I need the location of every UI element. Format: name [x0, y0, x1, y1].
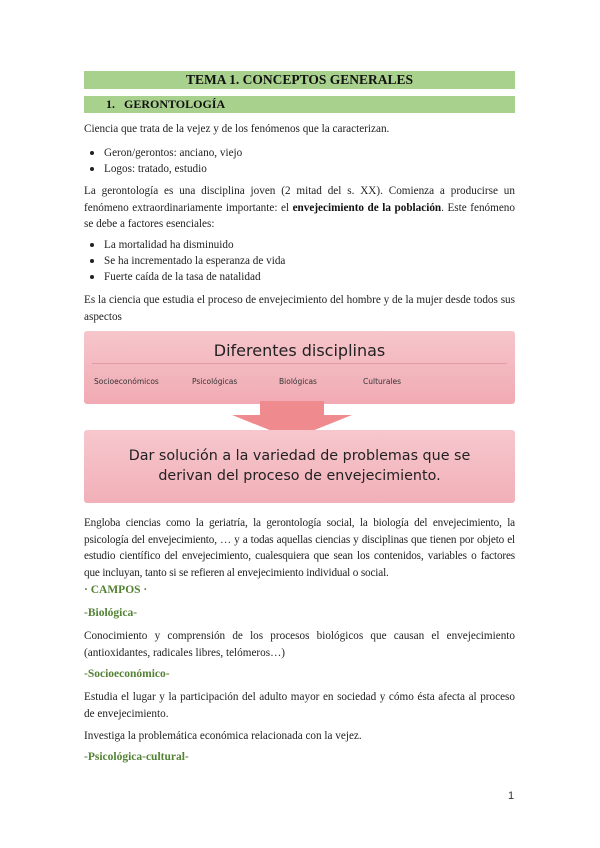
section-number: 1. — [106, 97, 115, 111]
socioeconomico-paragraph-2: Investiga la problemática económica relacionada con la vejez. — [84, 730, 362, 742]
psicologica-heading: -Psicológica-cultural- — [84, 751, 189, 763]
factor-item: Fuerte caída de la tasa de natalidad — [104, 271, 261, 283]
paragraph-text: . Este fenómeno se debe a factores esenciales: — [84, 201, 515, 230]
science-paragraph: Es la ciencia que estudia el proceso de envejecimiento del hombre y de la mujer desde todos sus aspectos — [84, 294, 515, 323]
biologica-heading: -Biológica- — [84, 607, 138, 619]
factor-item: La mortalidad ha disminuido — [104, 239, 234, 251]
divider — [92, 363, 507, 364]
category-label: Socioeconómicos — [94, 377, 159, 386]
biologica-paragraph: Conocimiento y comprensión de los procesos biológicos que causan el envejecimiento (antioxidantes, radicales libres, telómeros…) — [84, 630, 515, 659]
section-heading-gerontologia — [84, 96, 515, 113]
result-line: Dar solución a la variedad de problemas que se — [128, 448, 471, 464]
page-title: TEMA 1. CONCEPTOS GENERALES — [84, 71, 515, 89]
intro-paragraph: Ciencia que trata de la vejez y de los fenómenos que la caracterizan. — [84, 123, 390, 135]
disciplines-box — [84, 331, 515, 404]
paragraph-text: La gerontología es una disciplina joven (2 mitad del s. XX). Comienza a producirse un fenómeno extraordinariamente importante: el — [84, 185, 515, 214]
socioeconomico-paragraph: Estudia el lugar y la participación del adulto mayor en sociedad y cómo ésta afecta al proceso de envejecimiento. — [84, 691, 515, 720]
disciplines-diagram — [84, 331, 515, 503]
result-box — [84, 430, 515, 503]
category-label: Culturales — [363, 377, 402, 386]
disciplines-paragraph: Engloba ciencias como la geriatría, la gerontología social, la biología del envejecimiento, la psicología del envejecimiento, … y a todas aquellas ciencias y disciplinas que tienen por objeto el estudio científico del envejecimiento, cualesquiera que sean los contenidos, variables o factores que incluyan, tanto si se refieren al envejecimiento individual o social. — [84, 517, 515, 579]
emphasis-text: envejecimiento de la población — [292, 201, 442, 214]
result-line: derivan del proceso de envejecimiento. — [158, 468, 441, 484]
etymology-item: Logos: tratado, estudio — [104, 163, 207, 175]
category-label: Psicológicas — [192, 377, 238, 386]
campos-heading: · CAMPOS · — [84, 584, 148, 596]
population-paragraph — [84, 183, 515, 233]
page-number: 1 — [508, 790, 515, 802]
category-label: Biológicas — [279, 377, 317, 386]
socioeconomico-heading: -Socioeconómico- — [84, 668, 170, 680]
section-label: GERONTOLOGÍA — [124, 97, 226, 111]
factor-item: Se ha incrementado la esperanza de vida — [104, 255, 286, 267]
etymology-item: Geron/gerontos: anciano, viejo — [104, 147, 243, 159]
disciplines-heading: Diferentes disciplinas — [213, 341, 386, 360]
